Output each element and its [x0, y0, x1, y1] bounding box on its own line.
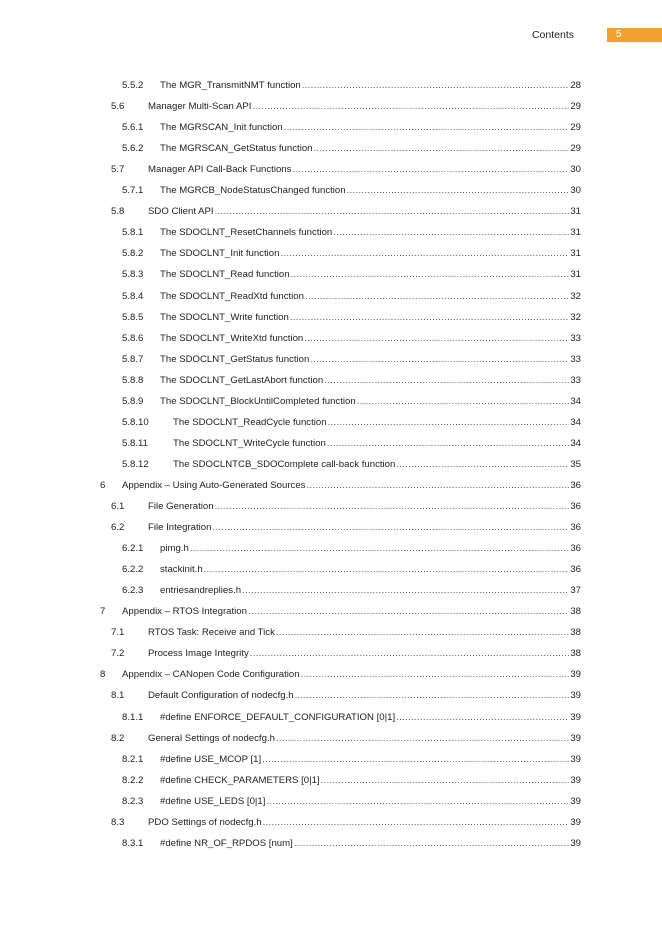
toc-entry-title[interactable]: The MGRSCAN_GetStatus function — [160, 143, 313, 155]
toc-entry-title[interactable]: entriesandreplies.h — [160, 585, 242, 597]
toc-dot-leader — [302, 78, 570, 94]
toc-entry[interactable] — [122, 120, 581, 136]
toc-entry-number: 5.8.11 — [122, 437, 148, 449]
toc-entry-title[interactable]: Default Configuration of nodecfg.h — [148, 690, 294, 702]
page-number-badge: 5 — [607, 28, 662, 42]
toc-entry-title[interactable]: The SDOCLNT_ReadCycle function — [173, 416, 327, 428]
toc-entry-title[interactable]: File Generation — [148, 501, 214, 512]
toc-entry-number: 6.2.1 — [122, 543, 144, 555]
toc-entry[interactable] — [122, 394, 581, 410]
toc-entry-title[interactable]: #define USE_LEDS [0|1] — [160, 795, 266, 807]
toc-entry-page[interactable]: 34 — [570, 395, 581, 407]
toc-entry-title[interactable]: General Settings of nodecfg.h — [148, 732, 275, 744]
toc-entry-title[interactable]: The SDOCLNT_GetLastAbort function — [160, 374, 324, 386]
toc-entry-number: 7.2 — [111, 648, 125, 660]
toc-entry[interactable] — [111, 162, 581, 178]
toc-entry-title[interactable]: The SDOCLNT_Read function — [160, 269, 290, 281]
toc-dot-leader — [306, 478, 569, 494]
toc-entry-page[interactable]: 36 — [570, 543, 581, 555]
toc-entry-number: 5.8.7 — [122, 353, 144, 365]
toc-entry-page[interactable]: 37 — [570, 585, 581, 597]
toc-entry-number: 7 — [100, 606, 106, 618]
toc-entry-number: 8.2.2 — [122, 774, 144, 786]
toc-entry-number: 5.8.5 — [122, 311, 144, 323]
toc-entry[interactable] — [111, 99, 581, 115]
toc-dot-leader — [215, 204, 570, 220]
toc-entry-page[interactable]: 34 — [570, 416, 581, 428]
toc-entry-title[interactable]: The SDOCLNT_ReadXtd function — [160, 290, 304, 302]
toc-entry-number: 5.8 — [111, 206, 125, 218]
toc-entry-page[interactable]: 39 — [570, 732, 581, 744]
toc-entry-page[interactable]: 36 — [570, 501, 581, 512]
toc-entry-title[interactable]: The MGRSCAN_Init function — [160, 122, 283, 134]
toc-entry-page[interactable]: 29 — [570, 122, 581, 134]
toc-entry[interactable] — [111, 520, 581, 536]
toc-entry[interactable] — [122, 246, 581, 262]
toc-dot-leader — [304, 331, 569, 347]
toc-dot-leader — [248, 604, 569, 620]
toc-dot-leader — [321, 773, 570, 789]
toc-entry-page[interactable]: 31 — [570, 206, 581, 218]
toc-dot-leader — [276, 731, 569, 747]
toc-entry-page[interactable]: 38 — [570, 648, 581, 660]
toc-entry-number: 5.8.3 — [122, 269, 144, 281]
toc-entry-page[interactable]: 32 — [570, 290, 581, 302]
toc-entry[interactable] — [100, 478, 581, 494]
toc-entry[interactable] — [122, 352, 581, 368]
toc-dot-leader — [295, 688, 570, 704]
toc-entry-title[interactable]: The SDOCLNT_ResetChannels function — [160, 227, 333, 239]
toc-entry-page[interactable]: 39 — [570, 774, 581, 786]
toc-entry-page[interactable]: 31 — [570, 227, 581, 239]
toc-entry-number: 5.6.1 — [122, 122, 144, 134]
toc-entry-title[interactable]: The SDOCLNT_WriteXtd function — [160, 332, 304, 344]
toc-dot-leader — [190, 541, 570, 557]
toc-entry-page[interactable]: 36 — [570, 564, 581, 576]
toc-entry[interactable] — [111, 731, 581, 747]
toc-dot-leader — [294, 836, 570, 852]
toc-entry-number: 7.1 — [111, 627, 125, 639]
toc-dot-leader — [215, 499, 570, 515]
toc-dot-leader — [396, 457, 569, 473]
toc-entry-number: 5.6 — [111, 101, 125, 113]
toc-entry-title[interactable]: Manager API Call-Back Functions — [148, 164, 292, 176]
toc-entry-number: 8.2.1 — [122, 753, 144, 765]
toc-entry[interactable] — [122, 267, 581, 283]
toc-dot-leader — [347, 183, 570, 199]
toc-dot-leader — [276, 625, 569, 641]
toc-entry[interactable] — [111, 646, 581, 662]
toc-entry-number: 8.2.3 — [122, 795, 144, 807]
toc-dot-leader — [310, 352, 569, 368]
toc-entry-page[interactable]: 35 — [570, 458, 581, 470]
toc-entry-page[interactable]: 31 — [570, 248, 581, 260]
toc-entry-title[interactable]: stackinit.h — [160, 564, 203, 576]
toc-dot-leader — [242, 583, 569, 599]
toc-dot-leader — [263, 815, 570, 831]
toc-entry-page[interactable]: 28 — [570, 80, 581, 91]
toc-entry-page[interactable]: 36 — [570, 479, 581, 491]
toc-entry[interactable] — [122, 310, 581, 326]
toc-entry-number: 5.8.6 — [122, 332, 144, 344]
toc-entry[interactable] — [122, 78, 581, 94]
toc-dot-leader — [280, 246, 569, 262]
toc-dot-leader — [204, 562, 570, 578]
toc-entry-number: 5.8.2 — [122, 248, 144, 260]
toc-entry-title[interactable]: pimg.h — [160, 543, 189, 555]
toc-entry[interactable] — [111, 688, 581, 704]
toc-dot-leader — [262, 752, 569, 768]
toc-entry[interactable] — [122, 583, 581, 599]
toc-dot-leader — [327, 436, 569, 452]
toc-entry-title[interactable]: Process Image Integrity — [148, 648, 249, 660]
toc-entry-title[interactable]: #define ENFORCE_DEFAULT_CONFIGURATION [0|1] — [160, 711, 396, 723]
toc-entry[interactable] — [122, 710, 581, 726]
toc-entry-number: 6.2.3 — [122, 585, 144, 597]
toc-entry-number: 6 — [100, 479, 106, 491]
toc-dot-leader — [328, 415, 570, 431]
toc-entry-number: 8.1 — [111, 690, 125, 702]
toc-entry-title[interactable]: #define NR_OF_RPDOS [num] — [160, 837, 293, 849]
toc-entry-number: 5.8.4 — [122, 290, 144, 302]
toc-entry[interactable] — [122, 183, 581, 199]
toc-dot-leader — [266, 794, 569, 810]
toc-entry-page[interactable]: 39 — [570, 690, 581, 702]
toc-entry-page[interactable]: 32 — [570, 311, 581, 323]
toc-entry-page[interactable]: 39 — [570, 837, 581, 849]
toc-entry-title[interactable]: PDO Settings of nodecfg.h — [148, 816, 262, 828]
toc-dot-leader — [252, 99, 569, 115]
toc-entry-number: 6.1 — [111, 501, 125, 512]
toc-entry-page[interactable]: 39 — [570, 711, 581, 723]
toc-entry-page[interactable]: 34 — [570, 437, 581, 449]
toc-dot-leader — [305, 289, 569, 305]
toc-entry[interactable] — [122, 415, 581, 431]
toc-dot-leader — [291, 267, 570, 283]
toc-entry-title[interactable]: File Integration — [148, 522, 212, 534]
toc-entry-number: 6.2.2 — [122, 564, 144, 576]
toc-entry[interactable] — [122, 562, 581, 578]
toc-entry[interactable] — [122, 457, 581, 473]
toc-entry-page[interactable]: 30 — [570, 185, 581, 197]
toc-dot-leader — [290, 310, 569, 326]
toc-entry[interactable] — [122, 541, 581, 557]
toc-entry-page[interactable]: 39 — [570, 669, 581, 681]
toc-entry-number: 5.8.9 — [122, 395, 144, 407]
toc-entry-page[interactable]: 29 — [570, 143, 581, 155]
toc-entry-title[interactable]: The SDOCLNT_WriteCycle function — [173, 437, 326, 449]
toc-entry-page[interactable]: 39 — [570, 753, 581, 765]
toc-entry-page[interactable]: 39 — [570, 795, 581, 807]
toc-entry-title[interactable]: The MGRCB_NodeStatusChanged function — [160, 185, 346, 197]
toc-dot-leader — [396, 710, 569, 726]
toc-entry-page[interactable]: 33 — [570, 332, 581, 344]
toc-entry-number: 5.7.1 — [122, 185, 144, 197]
toc-dot-leader — [324, 373, 569, 389]
toc-entry-number: 5.8.8 — [122, 374, 144, 386]
toc-entry-number: 5.8.1 — [122, 227, 144, 239]
toc-entry-page[interactable]: 38 — [570, 606, 581, 618]
toc-entry-title[interactable]: Appendix – CANopen Code Configuration — [122, 669, 300, 681]
toc-entry[interactable] — [111, 625, 581, 641]
toc-entry-number: 5.5.2 — [122, 80, 144, 91]
toc-entry-page[interactable]: 39 — [570, 816, 581, 828]
toc-dot-leader — [292, 162, 569, 178]
toc-entry[interactable] — [122, 331, 581, 347]
toc-entry-title[interactable]: Appendix – Using Auto-Generated Sources — [122, 479, 306, 491]
toc-dot-leader — [357, 394, 570, 410]
toc-dot-leader — [284, 120, 570, 136]
toc-entry-page[interactable]: 33 — [570, 353, 581, 365]
toc-entry[interactable] — [100, 667, 581, 683]
toc-entry[interactable] — [122, 752, 581, 768]
toc-entry-title[interactable]: #define CHECK_PARAMETERS [0|1] — [160, 774, 320, 786]
toc-entry[interactable] — [122, 225, 581, 241]
toc-entry-number: 6.2 — [111, 522, 125, 534]
toc-entry[interactable] — [122, 141, 581, 157]
toc-entry[interactable] — [122, 794, 581, 810]
toc-entry-number: 5.8.12 — [122, 458, 149, 470]
toc-entry-title[interactable]: The MGR_TransmitNMT function — [160, 80, 301, 91]
toc-entry-title[interactable]: Manager Multi-Scan API — [148, 101, 252, 113]
toc-entry-title[interactable]: RTOS Task: Receive and Tick — [148, 627, 275, 639]
toc-entry[interactable] — [122, 373, 581, 389]
toc-entry-number: 8.2 — [111, 732, 125, 744]
toc-entry-number: 8.1.1 — [122, 711, 144, 723]
toc-entry[interactable] — [111, 204, 581, 220]
toc-entry-page[interactable]: 36 — [570, 522, 581, 534]
toc-entry-number: 5.6.2 — [122, 143, 144, 155]
toc-entry-number: 8.3.1 — [122, 837, 144, 849]
toc-entry-page[interactable]: 38 — [570, 627, 581, 639]
toc-dot-leader — [314, 141, 570, 157]
toc-entry[interactable] — [122, 836, 581, 852]
toc-entry-page[interactable]: 33 — [570, 374, 581, 386]
toc-entry-page[interactable]: 31 — [570, 269, 581, 281]
toc-dot-leader — [212, 520, 569, 536]
toc-entry[interactable] — [122, 773, 581, 789]
toc-dot-leader — [333, 225, 569, 241]
toc-entry-number: 8.3 — [111, 816, 125, 828]
toc-entry-title[interactable]: The SDOCLNTCB_SDOComplete call-back function — [173, 458, 396, 470]
toc-entry-title[interactable]: The SDOCLNT_Write function — [160, 311, 289, 323]
toc-entry[interactable] — [122, 289, 581, 305]
toc-entry-title[interactable]: #define USE_MCOP [1] — [160, 753, 262, 765]
toc-entry-title[interactable]: The SDOCLNT_BlockUntilCompleted function — [160, 395, 356, 407]
toc-entry-title[interactable]: The SDOCLNT_GetStatus function — [160, 353, 310, 365]
toc-entry-page[interactable]: 29 — [570, 101, 581, 113]
toc-entry-number: 8 — [100, 669, 106, 681]
running-header-title: Contents — [531, 29, 574, 41]
toc-dot-leader — [250, 646, 570, 662]
toc-entry[interactable] — [100, 604, 581, 620]
toc-entry-title[interactable]: The SDOCLNT_Init function — [160, 248, 280, 260]
toc-entry-number: 5.7 — [111, 164, 125, 176]
toc-dot-leader — [301, 667, 570, 683]
toc-entry-title[interactable]: Appendix – RTOS Integration — [122, 606, 247, 618]
toc-entry[interactable] — [111, 815, 581, 831]
toc-entry[interactable] — [122, 436, 581, 452]
toc-entry[interactable] — [111, 499, 581, 515]
toc-entry-title[interactable]: SDO Client API — [148, 206, 214, 218]
toc-entry-number: 5.8.10 — [122, 416, 149, 428]
toc-entry-page[interactable]: 30 — [570, 164, 581, 176]
